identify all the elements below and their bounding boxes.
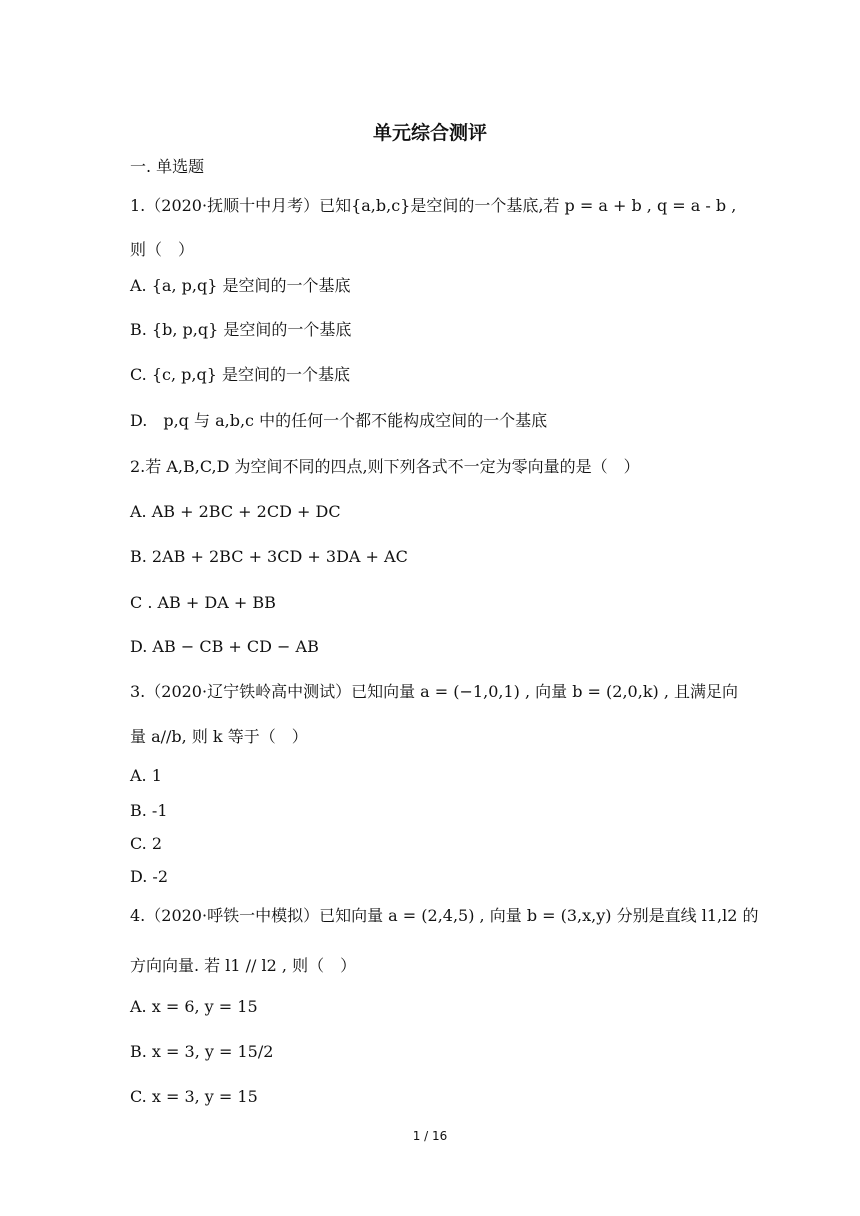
question-3-option-d: D. -2 <box>130 867 169 886</box>
question-2-option-c: C . AB + DA + BB <box>130 593 276 612</box>
question-1-option-a: A. {a, p,q} 是空间的一个基底 <box>130 276 351 295</box>
question-1-option-c: C. {c, p,q} 是空间的一个基底 <box>130 365 350 384</box>
question-2-option-a: A. AB + 2BC + 2CD + DC <box>130 502 341 521</box>
section-heading: 一. 单选题 <box>130 157 205 176</box>
question-1-stem: 1.（2020·抚顺十中月考）已知{a,b,c}是空间的一个基底,若 p = a + b , q = a - b , <box>130 196 737 215</box>
question-4-option-a: A. x = 6, y = 15 <box>130 997 258 1016</box>
question-1-option-d: D. p,q 与 a,b,c 中的任何一个都不能构成空间的一个基底 <box>130 411 548 430</box>
question-4-stem-cont: 方向向量. 若 l1 // l2 , 则（ ） <box>130 956 357 975</box>
question-3-option-c: C. 2 <box>130 834 163 853</box>
question-4-stem: 4.（2020·呼铁一中模拟）已知向量 a = (2,4,5) , 向量 b = (3,x,y) 分别是直线 l1,l2 的 <box>130 906 759 925</box>
question-2-stem: 2.若 A,B,C,D 为空间不同的四点,则下列各式不一定为零向量的是（ ） <box>130 457 640 476</box>
question-3-option-a: A. 1 <box>130 766 162 785</box>
question-3-stem: 3.（2020·辽宁铁岭高中测试）已知向量 a = (−1,0,1) , 向量 b = (2,0,k) , 且满足向 <box>130 682 739 701</box>
question-2-option-d: D. AB − CB + CD − AB <box>130 637 319 656</box>
question-1-stem-cont: 则（ ） <box>130 240 195 259</box>
question-2-option-b: B. 2AB + 2BC + 3CD + 3DA + AC <box>130 547 408 566</box>
question-3-stem-cont: 量 a//b, 则 k 等于（ ） <box>130 727 308 746</box>
question-4-option-b: B. x = 3, y = 15/2 <box>130 1042 274 1061</box>
question-1-option-b: B. {b, p,q} 是空间的一个基底 <box>130 320 352 339</box>
question-3-option-b: B. -1 <box>130 801 168 820</box>
page-number: 1 / 16 <box>412 1129 448 1143</box>
page-title: 单元综合测评 <box>372 122 487 144</box>
question-4-option-c: C. x = 3, y = 15 <box>130 1087 258 1106</box>
